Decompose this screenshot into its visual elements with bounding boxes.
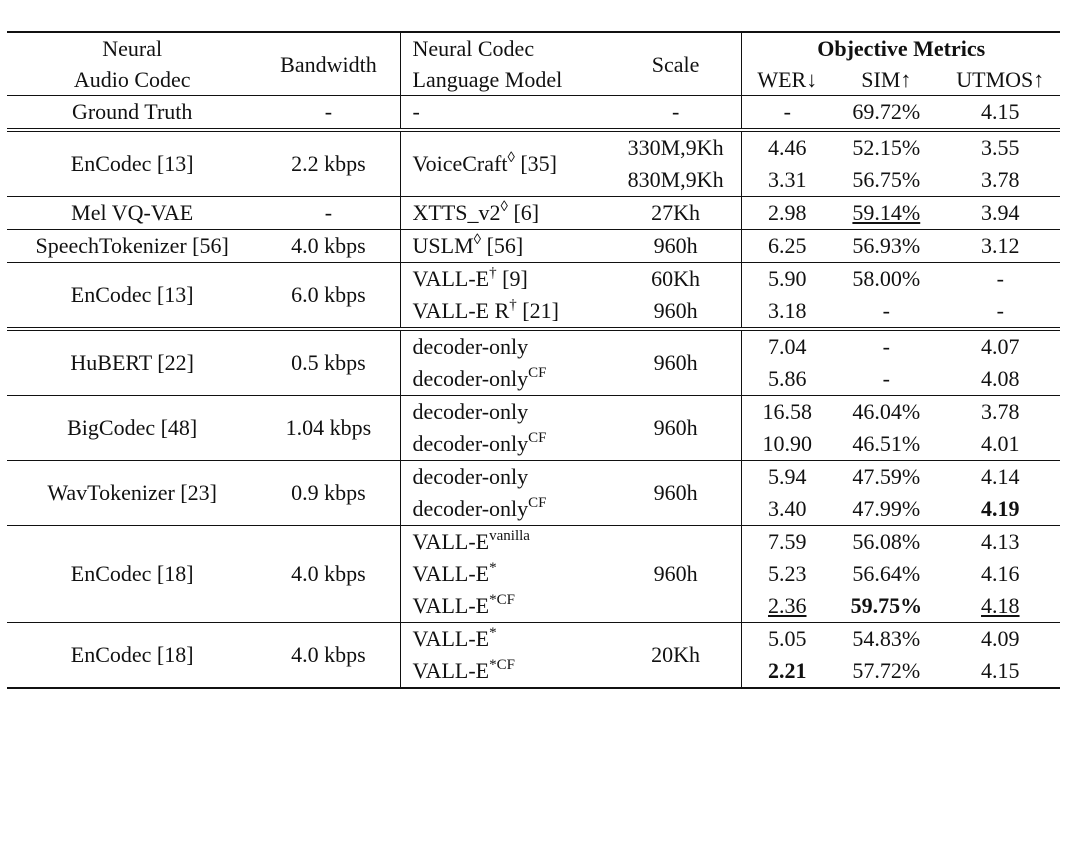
sim-value: 56.75%: [852, 167, 921, 192]
model-name: decoder-only: [412, 496, 529, 521]
header-model-line1: Neural Codec: [412, 36, 535, 61]
bandwidth-cell: 1.04 kbps: [257, 396, 400, 461]
utmos-cell: [941, 164, 1060, 197]
model-cell: [400, 493, 610, 526]
model-name: VoiceCraft: [412, 151, 508, 176]
wer-cell: [742, 263, 832, 296]
model-name: decoder-only: [412, 366, 529, 391]
utmos-value: 3.78: [981, 167, 1020, 192]
wer-cell: [742, 96, 832, 131]
header-codec: [7, 32, 257, 96]
utmos-value: 4.15: [981, 99, 1020, 124]
bandwidth-cell: 4.0 kbps: [257, 526, 400, 623]
sim-cell: [832, 461, 941, 494]
sim-cell: [832, 428, 941, 461]
wer-cell: [742, 295, 832, 329]
sim-cell: [832, 230, 941, 263]
sim-value: -: [882, 366, 890, 391]
utmos-cell: [941, 295, 1060, 329]
sim-cell: [832, 295, 941, 329]
model-cell: [400, 263, 610, 296]
utmos-value: -: [996, 298, 1004, 323]
wer-cell: [742, 164, 832, 197]
wer-cell: [742, 396, 832, 429]
bandwidth-cell: 2.2 kbps: [257, 130, 400, 197]
wer-cell: [742, 526, 832, 559]
utmos-value: 4.07: [981, 334, 1020, 359]
utmos-cell: [941, 329, 1060, 363]
model-name: decoder-only: [412, 399, 529, 424]
utmos-cell: [941, 230, 1060, 263]
utmos-cell: [941, 558, 1060, 590]
sim-cell: [832, 655, 941, 688]
utmos-value: 3.55: [981, 135, 1020, 160]
table-row: [7, 130, 1060, 164]
codec-cell: Mel VQ-VAE: [7, 197, 257, 230]
utmos-value: 4.08: [981, 366, 1020, 391]
model-name: VALL-E R: [412, 298, 510, 323]
wer-cell: [742, 197, 832, 230]
wer-value: 16.58: [762, 399, 813, 424]
model-cell: [400, 197, 610, 230]
model-cell: [400, 396, 610, 429]
model-superscript: *CF: [489, 657, 515, 673]
model-superscript: *: [489, 625, 497, 641]
sim-cell: [832, 558, 941, 590]
codec-cell: SpeechTokenizer [56]: [7, 230, 257, 263]
bandwidth-cell: 0.5 kbps: [257, 329, 400, 396]
results-table: [7, 31, 1060, 689]
scale-cell: -: [610, 96, 742, 131]
header-objective-metrics: Objective Metrics: [742, 32, 1060, 64]
model-cell: [400, 96, 610, 131]
model-cell: [400, 230, 610, 263]
sim-value: 56.08%: [852, 529, 921, 554]
utmos-value: 3.94: [981, 200, 1020, 225]
wer-value: 7.59: [768, 529, 807, 554]
bandwidth-cell: 4.0 kbps: [257, 230, 400, 263]
sim-value: 47.59%: [852, 464, 921, 489]
model-superscript: CF: [528, 495, 547, 511]
model-name: USLM: [412, 233, 474, 258]
header-bandwidth: Bandwidth: [257, 32, 400, 96]
model-name: XTTS_v2: [412, 200, 501, 225]
model-superscript: ◊: [507, 150, 515, 166]
table-row: [7, 263, 1060, 296]
table-row: [7, 197, 1060, 230]
utmos-cell: [941, 96, 1060, 131]
model-reference: [21]: [516, 298, 559, 323]
model-cell: [400, 655, 610, 688]
utmos-value: 4.14: [981, 464, 1020, 489]
utmos-value: -: [996, 266, 1004, 291]
wer-cell: [742, 428, 832, 461]
model-name: VALL-E: [412, 593, 490, 618]
utmos-value: 4.18: [981, 593, 1020, 618]
model-superscript: CF: [528, 430, 547, 446]
bandwidth-cell: 4.0 kbps: [257, 623, 400, 689]
sim-cell: [832, 164, 941, 197]
header-model: [400, 32, 610, 96]
sim-value: 69.72%: [852, 99, 921, 124]
utmos-cell: [941, 428, 1060, 461]
utmos-value: 4.09: [981, 626, 1020, 651]
utmos-value: 3.78: [981, 399, 1020, 424]
utmos-cell: [941, 130, 1060, 164]
utmos-cell: [941, 461, 1060, 494]
model-cell: [400, 526, 610, 559]
table-row: [7, 526, 1060, 559]
table-row: [7, 96, 1060, 131]
header-scale: Scale: [610, 32, 742, 96]
wer-value: 2.36: [768, 593, 807, 618]
sim-value: 46.04%: [852, 399, 921, 424]
codec-cell: EnCodec [18]: [7, 623, 257, 689]
utmos-value: 4.13: [981, 529, 1020, 554]
utmos-cell: [941, 526, 1060, 559]
codec-cell: WavTokenizer [23]: [7, 461, 257, 526]
model-name: VALL-E: [412, 626, 490, 651]
wer-cell: [742, 130, 832, 164]
model-superscript: CF: [528, 365, 547, 381]
bandwidth-cell: -: [257, 96, 400, 131]
sim-cell: [832, 493, 941, 526]
wer-value: 5.86: [768, 366, 807, 391]
codec-cell: HuBERT [22]: [7, 329, 257, 396]
table-row: [7, 329, 1060, 363]
model-reference: [6]: [507, 200, 540, 225]
model-name: decoder-only: [412, 334, 529, 359]
wer-value: 5.23: [768, 561, 807, 586]
wer-value: 6.25: [768, 233, 807, 258]
model-reference: [9]: [496, 266, 528, 291]
sim-value: -: [882, 298, 890, 323]
utmos-value: 3.12: [981, 233, 1020, 258]
model-reference: [56]: [481, 233, 524, 258]
codec-cell: EnCodec [13]: [7, 130, 257, 197]
sim-cell: [832, 363, 941, 396]
bandwidth-cell: 6.0 kbps: [257, 263, 400, 330]
wer-value: 10.90: [762, 431, 813, 456]
wer-value: -: [783, 99, 791, 124]
utmos-cell: [941, 493, 1060, 526]
scale-cell: 960h: [610, 396, 742, 461]
scale-cell: 27Kh: [610, 197, 742, 230]
model-name: decoder-only: [412, 431, 529, 456]
model-cell: [400, 130, 610, 197]
model-name: -: [412, 99, 420, 124]
model-cell: [400, 461, 610, 494]
scale-cell: 60Kh: [651, 266, 701, 291]
sim-value: -: [882, 334, 890, 359]
wer-value: 3.31: [768, 167, 807, 192]
wer-value: 4.46: [768, 135, 807, 160]
header-sim: SIM↑: [832, 64, 941, 96]
utmos-cell: [941, 197, 1060, 230]
header-codec-line2: Audio Codec: [73, 67, 191, 92]
utmos-value: 4.16: [981, 561, 1020, 586]
wer-value: 5.90: [768, 266, 807, 291]
wer-cell: [742, 363, 832, 396]
utmos-cell: [941, 263, 1060, 296]
model-superscript: †: [509, 297, 517, 313]
sim-value: 52.15%: [852, 135, 921, 160]
scale-cell: 830M,9Kh: [610, 164, 742, 197]
header-row-1: [7, 32, 1060, 64]
utmos-cell: [941, 590, 1060, 623]
scale-cell: 960h: [610, 230, 742, 263]
utmos-value: 4.01: [981, 431, 1020, 456]
wer-value: 3.18: [768, 298, 807, 323]
sim-value: 54.83%: [852, 626, 921, 651]
sim-cell: [832, 623, 941, 656]
wer-cell: [742, 230, 832, 263]
sim-cell: [832, 197, 941, 230]
wer-cell: [742, 655, 832, 688]
model-name: VALL-E: [412, 658, 490, 683]
table-row: [7, 230, 1060, 263]
wer-value: 2.98: [768, 200, 807, 225]
scale-cell: 330M,9Kh: [627, 135, 724, 160]
wer-cell: [742, 623, 832, 656]
model-cell: [400, 623, 610, 656]
utmos-cell: [941, 655, 1060, 688]
model-reference: [35]: [514, 151, 558, 176]
model-name: VALL-E: [412, 529, 490, 554]
model-superscript: *CF: [489, 592, 515, 608]
scale-cell: 20Kh: [610, 623, 742, 689]
utmos-value: 4.15: [981, 658, 1020, 683]
wer-value: 2.21: [768, 658, 807, 683]
model-superscript: ◊: [473, 232, 482, 248]
model-superscript: ◊: [500, 199, 508, 215]
bandwidth-cell: -: [257, 197, 400, 230]
utmos-cell: [941, 396, 1060, 429]
model-cell: [400, 590, 610, 623]
scale-cell: 960h: [610, 329, 742, 396]
sim-value: 58.00%: [852, 266, 921, 291]
sim-cell: [832, 263, 941, 296]
model-cell: [400, 363, 610, 396]
header-model-line2: Language Model: [412, 67, 563, 92]
wer-cell: [742, 590, 832, 623]
sim-cell: [832, 526, 941, 559]
wer-value: 3.40: [768, 496, 807, 521]
model-cell: [400, 428, 610, 461]
model-superscript: vanilla: [489, 528, 530, 544]
table-row: [7, 396, 1060, 429]
wer-cell: [742, 329, 832, 363]
header-codec-line1: Neural: [102, 36, 163, 61]
table-row: [7, 461, 1060, 494]
scale-cell: 960h: [610, 526, 742, 623]
codec-cell: EnCodec [13]: [7, 263, 257, 330]
sim-value: 47.99%: [852, 496, 921, 521]
wer-cell: [742, 493, 832, 526]
utmos-cell: [941, 363, 1060, 396]
table-row: [7, 623, 1060, 656]
wer-value: 5.94: [768, 464, 807, 489]
model-cell: [400, 295, 610, 329]
sim-value: 59.75%: [850, 593, 923, 618]
sim-value: 56.64%: [852, 561, 921, 586]
wer-cell: [742, 558, 832, 590]
codec-cell: EnCodec [18]: [7, 526, 257, 623]
utmos-cell: [941, 623, 1060, 656]
model-superscript: *: [489, 560, 497, 576]
wer-cell: [742, 461, 832, 494]
sim-cell: [832, 329, 941, 363]
utmos-value: 4.19: [981, 496, 1020, 521]
model-cell: [400, 329, 610, 363]
model-name: VALL-E: [412, 561, 490, 586]
model-cell: [400, 558, 610, 590]
scale-cell: 960h: [610, 295, 742, 329]
codec-cell: BigCodec [48]: [7, 396, 257, 461]
bandwidth-cell: 0.9 kbps: [257, 461, 400, 526]
sim-value: 46.51%: [852, 431, 921, 456]
sim-value: 59.14%: [852, 200, 921, 225]
codec-cell: Ground Truth: [7, 96, 257, 131]
sim-cell: [832, 590, 941, 623]
wer-value: 5.05: [768, 626, 807, 651]
model-name: decoder-only: [412, 464, 529, 489]
header-wer: WER↓: [742, 64, 832, 96]
sim-value: 57.72%: [852, 658, 921, 683]
scale-cell: 960h: [610, 461, 742, 526]
sim-cell: [832, 96, 941, 131]
sim-cell: [832, 130, 941, 164]
sim-cell: [832, 396, 941, 429]
model-name: VALL-E: [412, 266, 490, 291]
header-utmos: UTMOS↑: [941, 64, 1060, 96]
sim-value: 56.93%: [852, 233, 921, 258]
wer-value: 7.04: [768, 334, 807, 359]
model-superscript: †: [489, 265, 497, 281]
